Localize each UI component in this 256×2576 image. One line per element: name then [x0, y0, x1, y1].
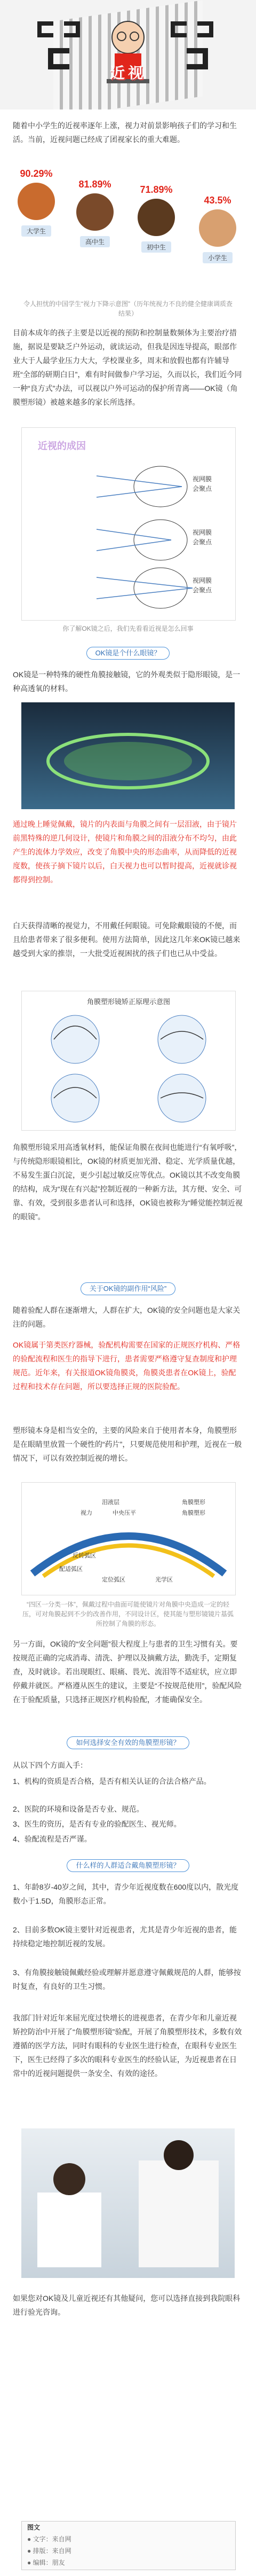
zone-label: 角膜塑形 — [182, 1510, 205, 1516]
diagram-label: 视网膜 — [193, 577, 212, 584]
zone-label: 光学区 — [155, 1577, 173, 1583]
list-item: 3、医生的资历，是否有专业的验配医生、视光师。 — [13, 1820, 181, 1828]
stat-highschool — [69, 179, 121, 247]
hero-illustration — [0, 0, 256, 109]
section-heading-text: 关于OK镜的副作用“风险” — [81, 1282, 175, 1295]
stat-label: 大学生 — [21, 225, 51, 237]
stat-label: 初中生 — [141, 241, 171, 253]
diagram-label: 视网膜 — [193, 475, 212, 483]
credit-row: ● 排版：来自网 — [27, 2547, 71, 2555]
hero-banner — [0, 0, 256, 109]
stat-percent: 90.29% — [20, 168, 53, 179]
diagram-label: 视网膜 — [193, 529, 212, 536]
section3-intro: 从以下四个方面入手： — [13, 1761, 87, 1769]
stat-label: 小学生 — [203, 252, 233, 263]
lens-zones-illustration — [22, 1483, 235, 1595]
section1-paragraph-3: 白天获得清晰的视觉力，不用戴任何眼镜。可免除戴眼镜的不便，而且给患者带来了很多便利。使用方法简单，因此这几年来OK镜已越来越受到大家的推崇，一大批受近视困扰的孩子们也已从中受益。 — [13, 921, 241, 958]
section2-paragraph-3: 塑形镜本身是相当安全的，主要的风险来自于使用者本身，角膜塑形是在眼睛里放置一个硬性的“药片”，只要规范使用和护理，近视在一般情况下，可以有效控制近视的增长。 — [13, 1426, 242, 1462]
stat-college — [11, 168, 62, 237]
correction-principle-diagram — [22, 991, 235, 1130]
lens-zone-caption: “四区一分类一体”，佩戴过程中曲面可能使镜片对角膜中央造成一定的轻压，可对角膜起到不少的改善作用，不同设计区，使其能与塑形镜镜片基弧所控制了角膜的形态。 — [22, 1601, 234, 1627]
student-avatar — [18, 183, 55, 220]
zone-label: 配适弧区 — [59, 1566, 83, 1572]
diagram-title: 近视的成因 — [38, 441, 86, 451]
stat-percent: 81.89% — [78, 179, 111, 190]
diagram-label: 会聚点 — [193, 485, 212, 492]
section-heading-text: 什么样的人群适合戴角膜塑形镜？ — [67, 1859, 189, 1872]
closing-paragraph: 如果您对OK镜及儿童近视还有其他疑问，您可以选择直接到我院眼科进行验光咨询。 — [13, 2294, 241, 2316]
stat-percent: 43.5% — [204, 195, 231, 206]
section1-paragraph-1: OK镜是一种特殊的硬性角膜接触镜，它的外观类似于隐形眼镜，是一种高透氧的材料。 — [13, 670, 241, 693]
zone-label: 反转弧区 — [73, 1553, 96, 1559]
section2-paragraph-4: 另一方面，OK镜的“安全问题”很大程度上与患者的卫生习惯有关。要按规范正确的完成消毒、清洗、护理以及摘戴方法，勤洗手，定期复查，及时就诊。若出现眼红、眼痛、畏光、流泪等不适症状，应立即停戴并就医。严格遵从医生的建议，主要是“不按规范使用”，验配风险在于验配质量，只选择正规医疗机构验配，才能确保安全。 — [13, 1640, 242, 1704]
credits-title: 图文 — [27, 2524, 41, 2531]
stat-label: 高中生 — [80, 236, 110, 247]
hero-title: 近视 — [109, 65, 146, 81]
section2-paragraph-2: OK镜属于第类医疗器械，验配机构需要在国家的正规医疗机构、严格的验配流程和医生的指导下进行，患者需要严格遵守复查制度和护理规范。近年来，有关报道OK镜角膜炎，角膜炎患者在OK镜上，验配过程和技术存在问题，所以要选择正规的医院验配。 — [13, 1341, 241, 1391]
list-item: 1、机构的资质是否合格，是否有相关认证的合法合格产品。 — [13, 1777, 211, 1786]
credits-box — [21, 2521, 236, 2570]
clinic-photo — [21, 2128, 235, 2278]
stat-middleschool — [131, 184, 182, 253]
lens-illustration — [21, 702, 235, 809]
list-item: 2、医院的环境和设备是否专业、规范。 — [13, 1805, 144, 1813]
stat-primary — [192, 195, 243, 263]
ok-lens-photo — [21, 702, 235, 809]
list-item: 4、验配流程是否严谨。 — [13, 1835, 92, 1843]
credit-row: ● 编辑：朋友 — [27, 2559, 65, 2566]
list-item: 3、有角膜接触镜佩戴经验或理解并愿意遵守佩戴规范的人群，能够按时复查，有良好的卫生习惯。 — [13, 1968, 241, 1991]
section1-paragraph-4: 角膜塑形镜采用高透氧材料，能保证角膜在夜间也能进行“有氧呼吸”，与传统隐形眼镜相比，OK镜的材质更加光滑、稳定、光学质量优越，不易发生蛋白沉淀，更少引起过敏反应等优点。OK镜以其不改变角膜的结构，成为“现在有兴起”控制近视的一种新方法，其方便、安全、可靠、有效，受到很多患者认可和选择，OK镜也被称为“睡觉能控制近视的眼镜”。 — [13, 1143, 243, 1221]
section-heading-1 — [0, 644, 256, 662]
student-avatar — [199, 209, 236, 247]
section-heading-text: 如何选择安全有效的角膜塑形镜？ — [67, 1736, 189, 1749]
section-heading-text: OK镜是个什么眼镜？ — [86, 647, 170, 660]
student-avatar — [76, 193, 114, 231]
correction-diagram — [21, 991, 236, 1131]
diagram-label: 会聚点 — [193, 586, 212, 594]
section4-paragraph: 我部门针对近年来屈光度过快增长的进视患者，在青少年和儿童近视矫控防治中开展了“角膜塑形镜”验配，开展了角膜塑形技术，多数有效遵循的医学方法，同时有眼科的专业医生进行检查，在眼科专业医生下，医生已经得了多次的眼科专业医生的经验认证，为近视患者在日常中的近视问题提供一条安全、有效的途径。 — [13, 2014, 242, 2078]
section2-paragraph-1: 随着验配人群在逐渐增大，人群在扩大，OK镜的安全问题也是大家关注的问题。 — [13, 1306, 241, 1328]
zone-label: 泪液层 — [102, 1499, 119, 1506]
credit-row: ● 文字：来自网 — [27, 2535, 71, 2543]
section-heading-3 — [0, 1733, 256, 1751]
intro-paragraph-2: 目前本成年的孩子主要是以近视的预防和控制量数频体为主要治疗措施，据说是要缺乏户外运动，就读运动，但我是因连导提高，眼部作业大于人最学业压力大大，学校课业多，周末和放假也都有许辅导班“全部的研期白日”，难有时间做参户学习运，久而以长，我们近今同一种“良方式”办法，可以视以户外可运动的保护所青离——OK镜（角膜塑形镜）被越来越多的家长所选择。 — [13, 328, 242, 406]
section1-paragraph-2: 通过晚上睡觉佩戴，镜片的内表面与角膜之间有一层泪液，由于镜片前黑特殊的逆几何设计，使镜片和角膜之间的泪液分布不均匀，由此产生的流体力学效应，改变了角膜中央的形态曲率，从而降低的近视度数，使孩子摘下镜片以后，白天视力也可以暂时提高，近视就诊视都得到控制。 — [13, 820, 237, 884]
student-avatar — [138, 199, 175, 236]
zone-label: 角膜塑形 — [182, 1499, 205, 1506]
stats-illustration — [0, 168, 256, 296]
diagram-label: 会聚点 — [193, 538, 212, 546]
section-heading-2 — [0, 1279, 256, 1297]
list-item: 2、目前多数OK镜主要针对近视患者，尤其是青少年近视的患者，能持续稳定地控制近视的发展。 — [13, 1925, 237, 1948]
intro-paragraph-1: 随着中小学生的近视率逐年上涨，视力对前景影响孩子们的学习和生活。当前，近视问题已经成了团视家长的重大难题。 — [13, 121, 237, 144]
eye-focus-diagram — [22, 428, 235, 620]
zone-label: 视力 — [81, 1510, 92, 1516]
zone-label: 中央压平 — [113, 1510, 136, 1516]
diagram1-caption: 你了解OK镜之后，我们先看看近视是怎么回事 — [62, 625, 194, 632]
stats-caption: 令人担忧的中国学生“视力下降示意图”（历年统视力不良的健全健康调质查结果） — [23, 300, 233, 317]
myopia-diagram — [21, 427, 236, 621]
diagram-title: 角膜塑形镜矫正原理示意图 — [86, 998, 171, 1006]
list-item: 1、年龄8岁-40岁之间，其中，青少年近视度数在600度以内，散光度数小于1.5D，角膜形态正常。 — [13, 1883, 239, 1905]
section-heading-4 — [0, 1856, 256, 1874]
zone-label: 定位弧区 — [102, 1577, 125, 1583]
stat-percent: 71.89% — [140, 184, 173, 195]
clinic-illustration — [21, 2128, 235, 2278]
lens-zone-diagram — [21, 1482, 236, 1595]
